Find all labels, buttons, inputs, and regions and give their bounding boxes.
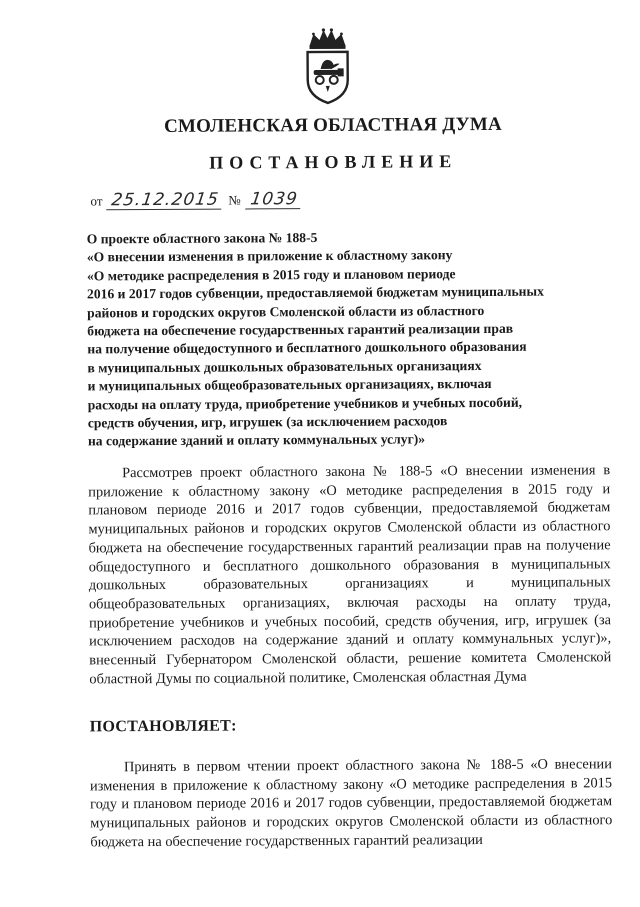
number-label: № — [228, 192, 241, 208]
subject-line: О проекте областного закона № 188-5 — [86, 230, 318, 247]
subject-line: в муниципальных дошкольных образовательных организациях — [87, 357, 482, 376]
coat-of-arms-icon — [295, 26, 359, 106]
subject-line: «О методике распределения в 2015 году и плановом периоде — [86, 265, 456, 284]
from-label: от — [90, 193, 103, 209]
subject-line: средств обучения, игр, игрушек (за исключением расходов — [87, 413, 448, 431]
subject-line: «О внесении изменения в приложение к областному закону — [86, 247, 453, 265]
document-subject — [87, 227, 608, 451]
document-type: ПОСТАНОВЛЕНИЕ — [209, 151, 458, 173]
subject-line: бюджета на обеспечение государственных гарантий реализации прав — [87, 320, 514, 339]
resolves-heading: ПОСТАНОВЛЯЕТ: — [89, 717, 237, 736]
subject-line: на содержание зданий и оплату коммунальных услуг)» — [87, 431, 426, 449]
subject-line: районов и городских округов Смоленской области из областного — [87, 302, 485, 321]
subject-line: 2016 и 2017 годов субвенции, предоставляемой бюджетам муниципальных — [86, 283, 544, 302]
date-number-line — [88, 190, 301, 210]
handwritten-number: 1039 — [245, 190, 303, 209]
resolution-paragraph: Принять в первом чтении проект областного закона № 188-5 «О внесении изменения в приложение к областному закону «О методике распределения в 2015 году и плановом периоде 2016 и 2017 годов субвенции, предоставляемой бюджетам муниципальных районов и городских округов Смоленской области из областного бюджета на обеспечение государственных гарантий реализации — [89, 756, 613, 851]
handwritten-date: 25.12.2015 — [106, 191, 224, 211]
subject-line: на получение общедоступного и бесплатного дошкольного образования — [87, 339, 527, 357]
considering-paragraph: Рассмотрев проект областного закона № 188-5 «О внесении изменения в приложение к областному закону «О методике распределения в 2015 году и плановом периоде 2016 и 2017 годов субвенции, предоставляемой бюджетам муниципальных районов и городских округов Смоленской области из областного бюджета на обеспечение государственных гарантий реализации прав на получение общедоступного и бесплатного дошкольного образования в муниципальных дошкольных образовательных организациях и муниципальных общеобразовательных организациях, включая расходы на оплату труда, приобретение учебников и учебных пособий, средств обучения, игр, игрушек (за исключением расходов на содержание зданий и оплату коммунальных услуг)», внесенный Губернатором Смоленской области, решение комитета Смоленской областной Думы по социальной политике, Смоленская областная Дума — [88, 462, 612, 688]
subject-line: расходы на оплату труда, приобретение учебников и учебных пособий, — [87, 394, 523, 413]
subject-line: и муниципальных общеобразовательных организациях, включая — [87, 376, 492, 394]
organization-name: СМОЛЕНСКАЯ ОБЛАСТНАЯ ДУМА — [164, 113, 502, 137]
